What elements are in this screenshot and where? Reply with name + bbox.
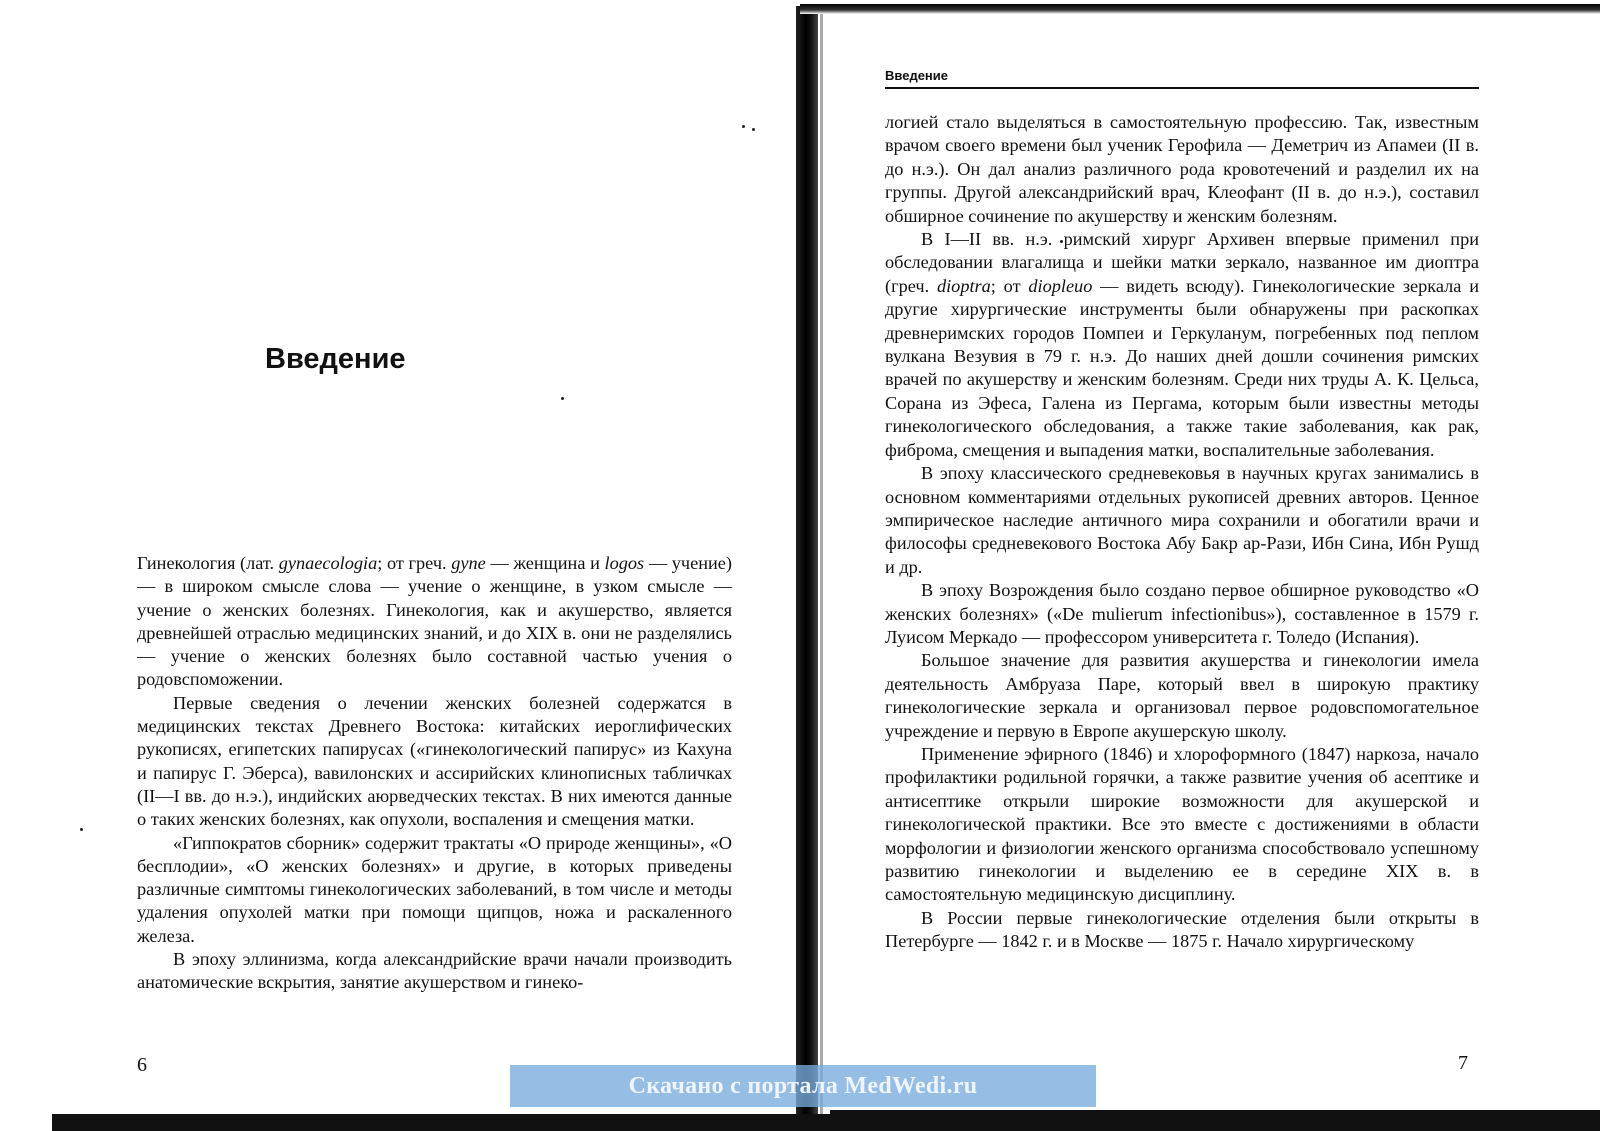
- body-paragraph: В эпоху классического средневековья в научных кругах занимались в основном комментариями отдельных рукописей древних авторов. Ценное эмпирическое наследие античного мира сохранили и обогатили врачи и философы средневекового Востока Абу Бакр ар-Рази, Ибн Сина, Ибн Рушд и др.: [885, 463, 1479, 577]
- body-paragraph: логией стало выделяться в самостоятельную профессию. Так, известным врачом своего времени был ученик Герофила — Деметрич из Апамеи (II в. до н.э.). Он дал анализ различного рода кровотечений и разделил их на группы. Другой александрийский врач, Клеофант (II в. до н.э.), составил обширное сочинение по акушерству и женским болезням.: [885, 112, 1479, 226]
- body-paragraph: Большое значение для развития акушерства и гинекологии имела деятельность Амбруаза Паре, который ввел в широкую практику гинекологические зеркала и организовал первое родовспомогательное учреждение и первую в Европе акушерскую школу.: [885, 650, 1479, 741]
- right-page-body: [885, 111, 1479, 954]
- running-head: Введение: [885, 68, 1479, 89]
- left-page-body: [137, 552, 732, 995]
- body-paragraph: Применение эфирного (1846) и хлороформного (1847) наркоза, начало профилактики родильной горячки, а также развитие учения об асептике и антисептике открыли широкие возможности для акушерской и гинекологической практики. Все это вместе с достижениями в области морфологии и физиологии женского организма способствовало успешному развитию гинекологии и выделению ее в середине XIX в. в самостоятельную медицинскую дисциплину.: [885, 743, 1479, 905]
- book-spine-shadow: [796, 6, 818, 1131]
- scan-dust-speck: [742, 125, 745, 128]
- page-number: 7: [1458, 1052, 1468, 1074]
- scan-bottom-edge: [52, 1114, 1600, 1131]
- body-paragraph: В эпоху эллинизма, когда александрийские врачи начали производить анатомические вскрытия, занятие акушерством и гинеко-: [137, 949, 732, 993]
- scan-dust-speck: [561, 397, 564, 400]
- scan-bottom-edge-right: [830, 1110, 1600, 1116]
- scan-dust-speck: [752, 128, 755, 131]
- scan-top-edge: [800, 4, 1600, 14]
- body-paragraph: В I—II вв. н.э. римский хирург Архивен впервые применил при обследовании влагалища и шейки матки зеркало, названное им диоптра (греч. dioptra; от diopleuo — видеть всюду). Гинекологические зеркала и другие хирургические инструменты были обнаружены при раскопках древнеримских городов Помпеи и Геркуланум, погребенных под пеплом вулкана Везувия в 79 г. н.э. До наших дней дошли сочинения римских врачей по акушерству и женским болезням. Среди них труды А. К. Цельса, Сорана из Эфеса, Галена из Пергама, которым были известны методы гинекологического обследования, а также такие заболевания, как рак, фиброма, смещения и выпадения матки, воспалительные заболевания.: [885, 229, 1479, 460]
- watermark-banner: [510, 1065, 1096, 1107]
- body-paragraph: Первые сведения о лечении женских болезней содержатся в медицинских текстах Древнего Востока: китайских иероглифических рукописях, египетских папирусах («гинекологический папирус» из Кахуна и папирус Г. Эберса), вавилонских и ассирийских клинописных табличках (II—I вв. до н.э.), индийских аюрведческих текстах. В них имеются данные о таких женских болезнях, как опухоли, воспаления и смещения матки.: [137, 692, 732, 830]
- body-paragraph: В эпоху Возрождения было создано первое обширное руководство «О женских болезнях» («De mulierum infectionibus»), составленное в 1579 г. Луисом Меркадо — профессором университета г. Толедо (Испания).: [885, 580, 1479, 647]
- body-paragraph: В России первые гинекологические отделения были открыты в Петербурге — 1842 г. и в Москве — 1875 г. Начало хирургическому: [885, 907, 1479, 952]
- body-paragraph: «Гиппократов сборник» содержит трактаты «О природе женщины», «О бесплодии», «О женских болезнях» и другие, в которых приведены различные симптомы гинекологических заболеваний, в том числе и методы удаления опухолей матки при помощи щипцов, ножа и раскаленного железа.: [137, 832, 732, 946]
- page-number: 6: [137, 1054, 147, 1076]
- scan-dust-speck: [80, 828, 83, 831]
- chapter-title: Введение: [265, 343, 406, 375]
- book-spine-hairline: [820, 10, 823, 1120]
- body-paragraph: Гинекология (лат. gynaecologia; от греч. gyne — женщина и logos — учение) — в широком смысле слова — учение о женщине, в узком смысле — учение о женских болезнях. Гинекология, как и акушерство, является древнейшей отраслью медицинских знаний, и до XIX в. они не разделялись — учение о женских болезнях было составной частью учения о родовспоможении.: [137, 553, 732, 690]
- watermark-text: Скачано с портала MedWedi.ru: [628, 1072, 978, 1099]
